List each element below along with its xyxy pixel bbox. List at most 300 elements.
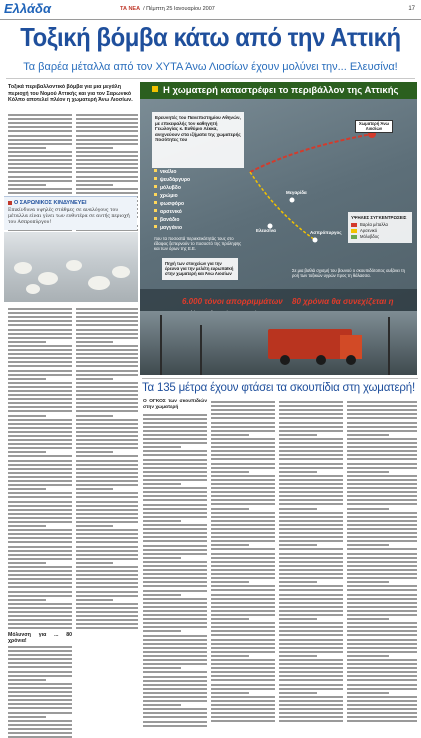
text-line — [76, 578, 138, 580]
text-line — [279, 483, 343, 485]
text-line — [8, 525, 46, 527]
text-line — [8, 337, 72, 339]
text-line — [143, 524, 207, 526]
text-line — [8, 341, 46, 343]
text-line — [8, 578, 72, 580]
metal-item: μαγγάνιο — [154, 224, 244, 232]
text-line — [143, 414, 207, 416]
text-line — [76, 537, 138, 539]
text-line — [8, 484, 72, 486]
text-line — [347, 598, 417, 600]
text-line — [76, 611, 138, 613]
text-line — [8, 361, 72, 363]
text-line — [8, 732, 72, 734]
text-line — [76, 533, 138, 535]
text-line — [279, 720, 343, 722]
note-title — [8, 200, 133, 206]
text-line — [8, 586, 72, 588]
stats-strip — [140, 289, 417, 311]
text-line — [8, 703, 72, 705]
text-line — [347, 589, 417, 591]
stat-value: 6.000 τόνοι απορριμμάτων — [182, 297, 283, 306]
text-line — [8, 423, 72, 425]
text-line — [211, 643, 275, 645]
text-line — [8, 492, 72, 494]
text-line — [211, 413, 275, 415]
text-line — [143, 602, 207, 604]
text-lines — [8, 646, 72, 738]
text-line — [76, 603, 138, 605]
text-line — [347, 659, 417, 661]
bullet-icon — [154, 209, 157, 212]
text-line — [347, 700, 417, 702]
text-line — [8, 599, 46, 601]
text-line — [347, 503, 417, 505]
text-line — [143, 463, 207, 465]
text-line — [143, 700, 207, 702]
text-line — [8, 662, 72, 664]
text-line — [8, 687, 72, 689]
text-line — [143, 704, 181, 706]
text-line — [211, 606, 275, 608]
text-line — [143, 471, 207, 473]
text-line — [347, 475, 417, 477]
text-line — [347, 647, 417, 649]
text-line — [347, 520, 417, 522]
legend-item: Βαρέα μέταλλα — [351, 222, 409, 227]
text-line — [279, 438, 343, 440]
text-line — [8, 357, 72, 359]
landfill-label: Χωματερή Άνω Λιοσίων — [355, 120, 393, 133]
text-line — [143, 495, 207, 497]
text-line — [76, 374, 138, 376]
text-line — [76, 505, 138, 507]
headline: Τοξική βόμβα κάτω από την Αττική — [20, 22, 401, 52]
body-column — [279, 399, 343, 497]
text-line — [76, 582, 138, 584]
text-line — [76, 171, 138, 173]
text-line — [211, 667, 275, 669]
text-line — [211, 557, 275, 559]
text-line — [143, 450, 207, 452]
text-line — [8, 591, 72, 593]
text-line — [76, 122, 138, 124]
text-line — [76, 435, 138, 437]
sheep-photo — [4, 232, 138, 302]
text-line — [76, 163, 138, 165]
text-line — [347, 479, 417, 481]
text-line — [347, 458, 417, 460]
text-line — [211, 495, 275, 497]
text-line — [143, 454, 207, 456]
body-column — [76, 306, 138, 496]
text-line — [279, 622, 343, 624]
text-line — [211, 524, 275, 526]
text-line — [279, 647, 343, 649]
text-line — [211, 622, 275, 624]
text-line — [8, 558, 72, 560]
text-line — [8, 398, 72, 400]
metal-item: φωσφόρο — [154, 200, 244, 208]
text-line — [347, 487, 417, 489]
text-line — [8, 496, 72, 498]
text-line — [347, 569, 417, 571]
note-title-text: Ο ΣΑΡΩΝΙΚΟΣ ΚΙΝΔΥΝΕΥΕΙ — [14, 200, 87, 206]
text-line — [8, 353, 72, 355]
text-line — [279, 434, 317, 436]
text-line — [211, 401, 275, 403]
text-line — [347, 544, 389, 546]
text-lines — [211, 401, 275, 722]
text-line — [76, 562, 113, 564]
text-line — [143, 680, 207, 682]
text-line — [211, 610, 275, 612]
metal-item: βανάδιο — [154, 216, 244, 224]
text-line — [76, 192, 138, 194]
pole-shape — [160, 315, 162, 375]
text-line — [143, 655, 207, 657]
text-lines — [76, 308, 138, 629]
text-line — [279, 540, 343, 542]
text-line — [143, 626, 207, 628]
text-line — [143, 561, 207, 563]
text-line — [8, 574, 72, 576]
text-line — [76, 546, 138, 548]
text-line — [143, 622, 207, 624]
text-line — [279, 450, 343, 452]
text-line — [8, 439, 72, 441]
text-line — [279, 565, 343, 567]
text-line — [347, 409, 417, 411]
text-line — [211, 688, 275, 690]
text-line — [211, 651, 275, 653]
text-line — [211, 553, 275, 555]
text-line — [76, 480, 138, 482]
text-line — [347, 610, 417, 612]
text-line — [211, 561, 275, 563]
text-line — [8, 712, 72, 714]
text-line — [143, 459, 207, 461]
text-line — [347, 643, 417, 645]
text-line — [211, 520, 275, 522]
text-line — [279, 577, 343, 579]
text-line — [211, 630, 275, 632]
text-line — [279, 684, 343, 686]
text-line — [347, 413, 417, 415]
text-line — [279, 696, 343, 698]
text-line — [143, 581, 207, 583]
text-line — [143, 712, 207, 714]
text-line — [76, 464, 138, 466]
text-line — [143, 512, 207, 514]
text-line — [76, 308, 138, 310]
text-line — [347, 716, 417, 718]
text-line — [347, 450, 417, 452]
town-marker — [290, 198, 295, 203]
text-line — [347, 622, 417, 624]
text-line — [347, 618, 389, 620]
text-line — [8, 562, 46, 564]
text-line — [347, 491, 417, 493]
text-line — [211, 614, 275, 616]
text-line — [211, 655, 249, 657]
route-label: Ελευσίνα — [256, 228, 276, 233]
text-line — [8, 139, 72, 141]
text-line — [279, 598, 343, 600]
text-line — [8, 171, 72, 173]
text-line — [143, 635, 207, 637]
text-line — [143, 553, 207, 555]
text-line — [211, 458, 275, 460]
text-line — [143, 532, 207, 534]
text-line — [347, 471, 389, 473]
text-line — [76, 423, 138, 425]
text-line — [8, 435, 72, 437]
text-line — [211, 528, 275, 530]
text-line — [279, 569, 343, 571]
note-text: Επικίνδυνα υψηλές στάθμες σε αναλόγους του μέταλλα είναι γίνει των ευθυτέρα σε αυτής περιοχή του Ασπροπύργου! — [8, 208, 130, 225]
text-line — [8, 188, 72, 190]
text-line — [211, 446, 275, 448]
text-line — [211, 491, 275, 493]
text-line — [76, 419, 138, 421]
text-line — [8, 654, 72, 656]
text-line — [8, 176, 72, 178]
text-line — [279, 458, 343, 460]
text-line — [8, 126, 72, 128]
text-line — [347, 708, 417, 710]
text-line — [211, 647, 275, 649]
text-line — [143, 721, 207, 723]
text-line — [143, 676, 207, 678]
town-marker — [313, 238, 318, 243]
text-line — [76, 496, 138, 498]
text-line — [211, 536, 275, 538]
text-line — [8, 695, 72, 697]
text-line — [211, 483, 275, 485]
text-line — [347, 692, 389, 694]
text-line — [347, 630, 417, 632]
text-line — [8, 683, 72, 685]
text-line — [8, 509, 72, 511]
text-line — [76, 386, 138, 388]
text-line — [211, 594, 275, 596]
text-line — [347, 499, 417, 501]
text-line — [76, 155, 138, 157]
wheel-shape — [316, 355, 326, 365]
text-line — [76, 455, 138, 457]
text-line — [143, 598, 207, 600]
text-line — [76, 349, 138, 351]
text-line — [211, 565, 275, 567]
text-line — [143, 540, 207, 542]
text-line — [143, 590, 207, 592]
text-line — [279, 708, 343, 710]
text-line — [8, 370, 72, 372]
text-line — [143, 573, 207, 575]
text-line — [8, 615, 72, 617]
text-line — [76, 488, 113, 490]
text-line — [211, 589, 275, 591]
text-line — [8, 443, 72, 445]
text-line — [76, 595, 138, 597]
source-caption: Πηγή των στοιχείων για την έρευνα για την μελέτη ευρωπαϊκή στην χωματερή και Άνω Λιοσίων — [162, 258, 238, 280]
text-line — [8, 345, 72, 347]
text-line — [347, 446, 417, 448]
text-line — [76, 623, 138, 625]
map-caption: Σε μια βαθιά σχισμή του βουνού ο σκουπιδότοπος αυξάνει τη ροή των τοξικών υγρών προς τη θάλασσα. — [292, 268, 405, 278]
text-line — [8, 468, 72, 470]
text-line — [76, 492, 138, 494]
text-line — [347, 483, 417, 485]
text-line — [211, 471, 249, 473]
text-line — [76, 509, 138, 511]
bullet-icon — [154, 185, 157, 188]
text-line — [143, 479, 207, 481]
text-line — [8, 488, 46, 490]
text-line — [279, 618, 317, 620]
text-line — [279, 463, 343, 465]
text-line — [279, 663, 343, 665]
text-line — [8, 415, 46, 417]
text-line — [279, 557, 343, 559]
text-line — [76, 529, 138, 531]
text-line — [8, 184, 46, 186]
metal-item: αρσενικό — [154, 208, 244, 216]
text-line — [211, 405, 275, 407]
text-line — [143, 614, 207, 616]
text-line — [347, 675, 417, 677]
text-line — [211, 708, 275, 710]
text-line — [211, 434, 249, 436]
text-line — [347, 463, 417, 465]
text-line — [279, 581, 317, 583]
text-line — [211, 692, 249, 694]
text-line — [8, 691, 72, 693]
text-line — [76, 398, 138, 400]
text-line — [8, 135, 72, 137]
route-label: Μεγαρίδα — [286, 190, 307, 195]
text-line — [8, 679, 46, 681]
text-line — [76, 451, 113, 453]
legend-title: ΥΨΗΛΕΣ ΣΥΓΚΕΝΤΡΩΣΕΙΣ — [351, 215, 407, 220]
text-line — [76, 151, 138, 153]
text-line — [211, 720, 275, 722]
text-line — [76, 566, 138, 568]
text-line — [279, 520, 343, 522]
text-line — [76, 139, 138, 141]
text-line — [211, 417, 275, 419]
bullet-icon — [154, 201, 157, 204]
text-line — [76, 130, 138, 132]
text-line — [143, 688, 207, 690]
text-line — [8, 720, 72, 722]
text-line — [143, 716, 207, 718]
text-line — [76, 476, 138, 478]
text-line — [8, 390, 72, 392]
body-column — [8, 306, 72, 644]
text-line — [143, 639, 207, 641]
text-line — [143, 422, 207, 424]
text-line — [279, 409, 343, 411]
text-line — [211, 696, 275, 698]
text-line — [211, 454, 275, 456]
text-line — [76, 586, 138, 588]
text-line — [8, 716, 46, 718]
text-line — [8, 529, 72, 531]
text-line — [76, 167, 138, 169]
text-line — [279, 716, 343, 718]
text-line — [76, 570, 138, 572]
text-line — [211, 430, 275, 432]
text-line — [76, 312, 138, 314]
text-line — [8, 724, 72, 726]
text-line — [8, 619, 72, 621]
text-line — [8, 517, 72, 519]
text-line — [347, 422, 417, 424]
text-lines — [347, 401, 417, 722]
text-line — [347, 614, 417, 616]
text-line — [8, 163, 72, 165]
text-line — [76, 184, 113, 186]
text-line — [279, 536, 343, 538]
text-line — [76, 337, 138, 339]
text-line — [8, 374, 72, 376]
legend-swatch — [351, 223, 357, 227]
text-line — [76, 472, 138, 474]
text-line — [279, 667, 343, 669]
text-line — [211, 463, 275, 465]
text-line — [8, 333, 72, 335]
text-line — [8, 627, 72, 629]
text-line — [347, 540, 417, 542]
text-line — [76, 615, 138, 617]
text-line — [8, 554, 72, 556]
text-line — [279, 639, 343, 641]
text-line — [211, 409, 275, 411]
text-line — [8, 151, 72, 153]
garbage-truck-photo — [140, 311, 417, 375]
text-line — [279, 516, 343, 518]
text-line — [8, 623, 72, 625]
text-line — [279, 561, 343, 563]
text-line — [279, 712, 343, 714]
text-line — [8, 130, 72, 132]
body-column — [143, 399, 207, 497]
text-line — [211, 626, 275, 628]
bottom-headline: Τα 135 μέτρα έχουν φτάσει τα σκουπίδια στη χωματερή! — [142, 378, 418, 394]
text-line — [8, 455, 72, 457]
body-column — [347, 399, 417, 497]
text-line — [8, 550, 72, 552]
sheep-shape — [38, 272, 58, 285]
text-line — [211, 516, 275, 518]
text-line — [279, 495, 343, 497]
bullet-icon — [8, 201, 12, 205]
text-line — [143, 725, 207, 727]
text-line — [279, 499, 343, 501]
text-line — [347, 528, 417, 530]
text-line — [211, 581, 249, 583]
text-line — [8, 603, 72, 605]
text-line — [347, 688, 417, 690]
text-line — [279, 594, 343, 596]
text-line — [279, 630, 343, 632]
text-line — [211, 438, 275, 440]
sheep-shape — [112, 266, 130, 278]
text-line — [8, 147, 46, 149]
map-legend — [348, 212, 412, 243]
